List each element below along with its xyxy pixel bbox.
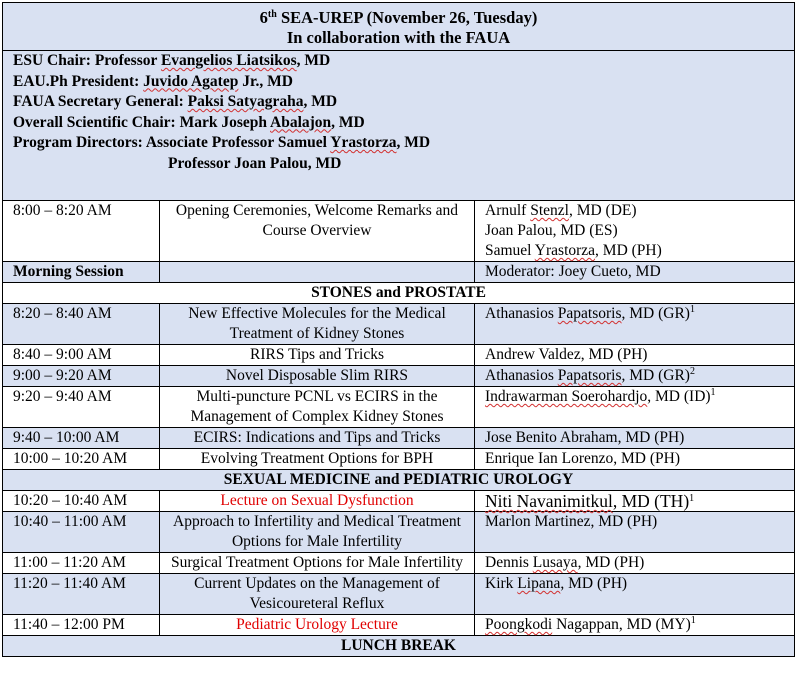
session-row [3,491,795,512]
speaker-cell: Kirk Lipana, MD (PH) [475,574,795,615]
time-cell: 9:20 – 9:40 AM [3,387,160,428]
official-line: ESU Chair: Professor Evangelios Liatsikos, MD [13,52,331,69]
time-cell: 10:20 – 10:40 AM [3,491,160,512]
speaker-cell: Marlon Martinez, MD (PH) [475,512,795,553]
time-cell: 9:40 – 10:00 AM [3,428,160,449]
session-row [3,345,795,366]
section-header-row [3,470,795,491]
topic-cell: Approach to Infertility and Medical Treatment Options for Male Infertility [160,512,475,553]
speaker-cell: Dennis Lusaya, MD (PH) [475,553,795,574]
topic-cell: New Effective Molecules for the Medical Treatment of Kidney Stones [160,304,475,345]
session-row [3,387,795,428]
topic-cell: Pediatric Urology Lecture [160,615,475,636]
session-row [3,512,795,553]
opening-row [3,201,795,262]
topic-cell: RIRS Tips and Tricks [160,345,475,366]
officials-list [3,51,795,201]
lunch-break: LUNCH BREAK [3,636,795,657]
time-cell: 11:40 – 12:00 PM [3,615,160,636]
speaker-cell: Athanasios Papatsoris, MD (GR)$^1$ [475,304,795,345]
official-line: EAU.Ph President: Juvido Agatep Jr., MD [13,72,293,90]
time-cell: 11:00 – 11:20 AM [3,553,160,574]
speaker-cell: Andrew Valdez, MD (PH) [475,345,795,366]
speaker-cell: Athanasios Papatsoris, MD (GR)$^2$ [475,366,795,387]
topic-cell: ECIRS: Indications and Tips and Tricks [160,428,475,449]
officials-row [3,51,795,201]
session-row [3,574,795,615]
speaker-cell: Jose Benito Abraham, MD (PH) [475,428,795,449]
session-row [3,553,795,574]
speaker-cell: Arnulf Stenzl, MD (DE) Joan Palou, MD (ES) Samuel Yrastorza, MD (PH) [475,201,795,262]
topic-cell: Lecture on Sexual Dysfunction [160,491,475,512]
speaker-cell: Niti Navanimitkul, MD (TH)$^1$ [475,491,795,512]
topic-cell: Evolving Treatment Options for BPH [160,449,475,470]
lunch-row [3,636,795,657]
speaker-cell: Enrique Ian Lorenzo, MD (PH) [475,449,795,470]
topic-cell: Opening Ceremonies, Welcome Remarks and Course Overview [160,201,475,262]
time-cell: 10:40 – 11:00 AM [3,512,160,553]
official-line: Program Directors: Associate Professor Samuel Yrastorza, MD [13,134,431,151]
time-cell: 9:00 – 9:20 AM [3,366,160,387]
time-cell: 8:00 – 8:20 AM [3,201,160,262]
section-rows [3,491,795,636]
session-row [3,615,795,636]
section-rows [3,304,795,470]
program-title: 6th SEA-UREP (November 26, Tuesday) In collaboration with the FAUA [3,3,795,51]
official-line: Professor Joan Palou, MD [168,154,342,172]
speaker-cell: Indrawarman Soerohardjo, MD (ID)$^1$ [475,387,795,428]
official-line: FAUA Secretary General: Paksi Satyagraha, MD [13,93,338,110]
topic-cell: Surgical Treatment Options for Male Infertility [160,553,475,574]
moderator: Moderator: Joey Cueto, MD [475,262,795,283]
session-row [3,366,795,387]
time-cell: 8:20 – 8:40 AM [3,304,160,345]
time-cell: 11:20 – 11:40 AM [3,574,160,615]
time-cell: 10:00 – 10:20 AM [3,449,160,470]
program-subtitle: In collaboration with the FAUA [286,28,511,47]
section-title: SEXUAL MEDICINE and PEDIATRIC UROLOGY [3,470,795,491]
session-row [3,428,795,449]
official-line: Overall Scientific Chair: Mark Joseph Abalajon, MD [13,113,365,131]
title-row [3,3,795,51]
session-row [3,449,795,470]
program-table [2,2,795,657]
topic-cell: Multi-puncture PCNL vs ECIRS in the Management of Complex Kidney Stones [160,387,475,428]
session-label: Morning Session [3,262,160,283]
session-row [3,304,795,345]
time-cell: 8:40 – 9:00 AM [3,345,160,366]
section-header-row [3,283,795,304]
section-title: STONES and PROSTATE [3,283,795,304]
speaker-cell: Poongkodi Nagappan, MD (MY)$^1$ [475,615,795,636]
topic-cell: Novel Disposable Slim RIRS [160,366,475,387]
morning-session-row [3,262,795,283]
topic-cell: Current Updates on the Management of Vesicoureteral Reflux [160,574,475,615]
